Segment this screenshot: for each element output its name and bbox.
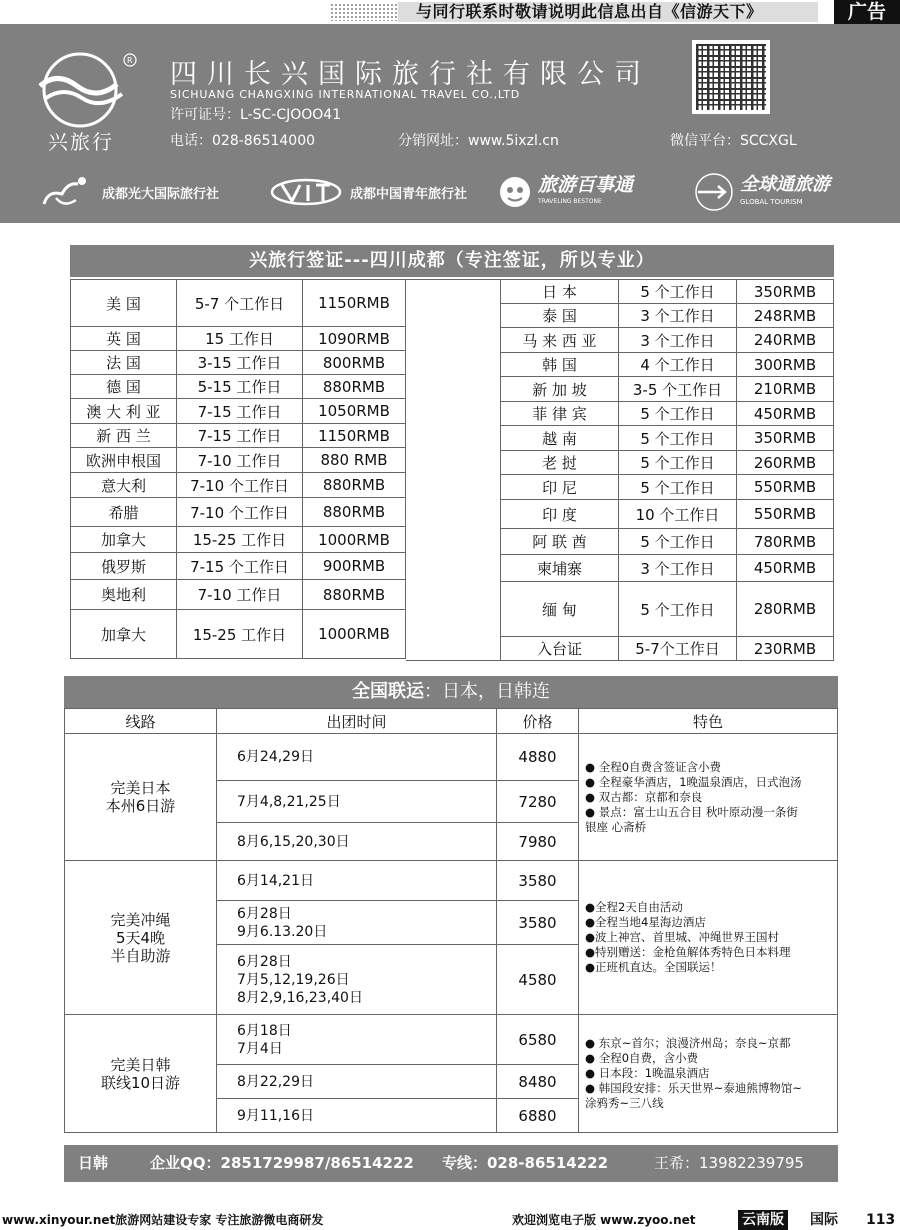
section-label: 国际 [810, 1212, 838, 1228]
tour-table [64, 708, 838, 1133]
footer-right: 欢迎浏览电子版 www.zyoo.net [512, 1213, 696, 1227]
visa-price: 880RMB [303, 580, 406, 610]
tour-price: 4580 [497, 945, 579, 1015]
col-dates: 出团时间 [217, 709, 497, 734]
svg-text:R: R [127, 56, 133, 65]
logo-text: 兴旅行 [48, 130, 114, 154]
company-name-en: SICHUANG CHANGXING INTERNATIONAL TRAVEL CO.,LTD [170, 88, 521, 101]
visa-duration: 5 个工作日 [619, 475, 737, 500]
table-row [65, 1015, 838, 1065]
table-row [65, 734, 838, 781]
visa-price: 300RMB [737, 353, 834, 377]
visa-price: 900RMB [303, 553, 406, 580]
visa-duration: 5 个工作日 [619, 280, 737, 304]
visa-duration: 10 个工作日 [619, 500, 737, 529]
tour-price: 8480 [497, 1065, 579, 1099]
visa-duration: 3-5 个工作日 [619, 377, 737, 402]
visa-price: 230RMB [737, 637, 834, 661]
visa-duration: 3-15 工作日 [177, 351, 303, 375]
tour-route: 完美冲绳 5天4晚 半自助游 [65, 861, 217, 1015]
visa-country: 俄罗斯 [71, 553, 177, 580]
visa-country: 欧洲申根国 [71, 448, 177, 473]
tour-dates: 8月6,15,20,30日 [217, 823, 497, 861]
contact-qq: 企业QQ：2851729987/86514222 [150, 1154, 414, 1172]
visa-duration: 5 个工作日 [619, 529, 737, 555]
tour-price: 3580 [497, 861, 579, 901]
visa-country: 阿 联 酋 [501, 529, 619, 555]
col-features: 特色 [579, 709, 838, 734]
company-name-cn: 四川长兴国际旅行社有限公司 [170, 59, 651, 90]
visa-country: 英 国 [71, 327, 177, 351]
tour-header-row [65, 709, 838, 734]
visa-table-right [500, 279, 834, 661]
visa-price: 550RMB [737, 475, 834, 500]
tour-price: 6880 [497, 1099, 579, 1133]
tour-dates: 9月11,16日 [217, 1099, 497, 1133]
visa-table-left [70, 279, 406, 659]
visa-price: 248RMB [737, 304, 834, 328]
visa-duration: 4 个工作日 [619, 353, 737, 377]
visa-duration: 5-7 个工作日 [177, 280, 303, 327]
visa-title: 兴旅行签证---四川成都（专注签证，所以专业） [70, 245, 834, 277]
visa-price: 210RMB [737, 377, 834, 402]
visa-duration: 5 个工作日 [619, 402, 737, 426]
visa-table-gap [406, 279, 500, 661]
banner-slogan: 与同行联系时敬请说明此信息出自《信游天下》 [398, 2, 818, 22]
visa-price: 1090RMB [303, 327, 406, 351]
tour-features: ● 东京~首尔；浪漫济州岛；奈良~京都 ● 全程0自费，含小费 ● 日本段：1晚温泉酒店 ● 韩国段安排：乐天世界~泰迪熊博物馆~ 涂鸦秀~三八线 [579, 1015, 838, 1133]
tour-features: ● 全程0自费含签证含小费 ● 全程豪华酒店，1晚温泉酒店，日式泡汤 ● 双古都：京都和奈良 ● 景点：富士山五合目 秋叶原动漫一条街 银座 心斋桥 [579, 734, 838, 861]
mascot-icon [498, 175, 532, 209]
tour-dates: 7月4,8,21,25日 [217, 781, 497, 823]
visa-duration: 7-15 个工作日 [177, 553, 303, 580]
tour-price: 3580 [497, 901, 579, 945]
visa-country: 老 挝 [501, 451, 619, 475]
visa-duration: 7-15 工作日 [177, 424, 303, 448]
visa-price: 240RMB [737, 328, 834, 353]
visa-country: 加拿大 [71, 527, 177, 553]
visa-price: 550RMB [737, 500, 834, 529]
page-footer [0, 1210, 900, 1230]
visa-country: 泰 国 [501, 304, 619, 328]
visa-country: 希腊 [71, 498, 177, 527]
table-row [65, 861, 838, 901]
globe-arrow-icon [694, 172, 734, 212]
phone-number: 电话：028-86514000 [170, 133, 316, 149]
contact-person: 王希：13982239795 [654, 1154, 804, 1172]
ad-label: 广告 [834, 0, 900, 24]
visa-duration: 7-10 个工作日 [177, 498, 303, 527]
cyts-logo-icon [268, 175, 344, 209]
visa-price: 260RMB [737, 451, 834, 475]
tour-route: 完美日本 本州6日游 [65, 734, 217, 861]
tour-route: 完美日韩 联线10日游 [65, 1015, 217, 1133]
tour-features: ●全程2天自由活动 ●全程当地4星海边酒店 ●波上神宫、首里城、冲绳世界王国村 ●特别赠送：金枪鱼解体秀特色日本料理 ●正班机直达。全国联运！ [579, 861, 838, 1015]
visa-country: 德 国 [71, 375, 177, 399]
visa-country: 印 尼 [501, 475, 619, 500]
visa-country: 越 南 [501, 426, 619, 451]
tour-dates: 6月28日 9月6.13.20日 [217, 901, 497, 945]
visa-country: 菲 律 宾 [501, 402, 619, 426]
visa-country: 新 加 坡 [501, 377, 619, 402]
visa-price: 280RMB [737, 582, 834, 637]
contact-bar [64, 1145, 838, 1182]
edition-badge: 云南版 [738, 1210, 788, 1230]
visa-country: 美 国 [71, 280, 177, 327]
tour-price: 6580 [497, 1015, 579, 1065]
visa-duration: 7-15 工作日 [177, 399, 303, 424]
visa-country: 柬埔寨 [501, 555, 619, 582]
visa-price: 350RMB [737, 280, 834, 304]
tour-price: 7280 [497, 781, 579, 823]
visa-price: 450RMB [737, 402, 834, 426]
visa-country: 澳 大 利 亚 [71, 399, 177, 424]
visa-price: 880RMB [303, 375, 406, 399]
partner-bst: 旅游百事通 TRAVELING BESTONE [498, 172, 633, 212]
visa-price: 800RMB [303, 351, 406, 375]
tour-dates: 6月24,29日 [217, 734, 497, 781]
tour-dates: 6月14,21日 [217, 861, 497, 901]
company-logo-icon [32, 46, 142, 128]
visa-duration: 7-10 工作日 [177, 448, 303, 473]
visa-country: 法 国 [71, 351, 177, 375]
visa-country: 马 来 西 亚 [501, 328, 619, 353]
visa-country: 入台证 [501, 637, 619, 661]
runner-icon [38, 174, 96, 210]
tour-title: 全国联运：日本，日韩连 [64, 676, 838, 708]
partner-cyts: 成都中国青年旅行社 [268, 172, 467, 212]
tour-price: 7980 [497, 823, 579, 861]
tour-price: 4880 [497, 734, 579, 781]
visa-duration: 15-25 工作日 [177, 527, 303, 553]
visa-country: 加拿大 [71, 610, 177, 659]
visa-country: 奥地利 [71, 580, 177, 610]
visa-price: 450RMB [737, 555, 834, 582]
tour-dates: 6月18日 7月4日 [217, 1015, 497, 1065]
visa-duration: 15 工作日 [177, 327, 303, 351]
company-header [0, 24, 900, 223]
visa-duration: 5-15 工作日 [177, 375, 303, 399]
contact-hotline: 专线：028-86514222 [442, 1154, 609, 1172]
visa-duration: 5 个工作日 [619, 451, 737, 475]
visa-country: 缅 甸 [501, 582, 619, 637]
contact-label: 日韩 [78, 1154, 109, 1172]
visa-duration: 3 个工作日 [619, 304, 737, 328]
visa-country: 意大利 [71, 473, 177, 498]
visa-duration: 5-7个工作日 [619, 637, 737, 661]
visa-price: 1000RMB [303, 610, 406, 659]
visa-price: 880 RMB [303, 448, 406, 473]
visa-price: 880RMB [303, 498, 406, 527]
visa-duration: 15-25 工作日 [177, 610, 303, 659]
page-number: 113 [866, 1212, 896, 1228]
visa-duration: 5 个工作日 [619, 582, 737, 637]
visa-duration: 5 个工作日 [619, 426, 737, 451]
visa-duration: 7-10 个工作日 [177, 473, 303, 498]
visa-country: 日 本 [501, 280, 619, 304]
tour-dates: 8月22,29日 [217, 1065, 497, 1099]
tour-dates: 6月28日 7月5,12,19,26日 8月2,9,16,23,40日 [217, 945, 497, 1015]
visa-price: 1150RMB [303, 280, 406, 327]
website: 分销网址：www.5ixzl.cn [398, 133, 559, 149]
dot-pattern [330, 3, 400, 21]
col-route: 线路 [65, 709, 217, 734]
col-price: 价格 [497, 709, 579, 734]
footer-left: www.xinyour.net旅游网站建设专家 专注旅游微电商研发 [2, 1213, 324, 1227]
partner-global: 全球通旅游 GLOBAL TOURISM [694, 172, 830, 212]
visa-price: 880RMB [303, 473, 406, 498]
visa-country: 新 西 兰 [71, 424, 177, 448]
visa-duration: 3 个工作日 [619, 328, 737, 353]
license-number: 许可证号：L-SC-CJOOO41 [170, 107, 342, 123]
visa-price: 1150RMB [303, 424, 406, 448]
top-banner [0, 0, 900, 24]
visa-price: 780RMB [737, 529, 834, 555]
visa-price: 1000RMB [303, 527, 406, 553]
qr-code [692, 40, 770, 114]
visa-price: 350RMB [737, 426, 834, 451]
visa-duration: 3 个工作日 [619, 555, 737, 582]
visa-duration: 7-10 工作日 [177, 580, 303, 610]
visa-country: 印 度 [501, 500, 619, 529]
partner-gd: 成都光大国际旅行社 [38, 172, 219, 212]
visa-country: 韩 国 [501, 353, 619, 377]
wechat-platform: 微信平台：SCCXGL [670, 133, 797, 149]
visa-price: 1050RMB [303, 399, 406, 424]
